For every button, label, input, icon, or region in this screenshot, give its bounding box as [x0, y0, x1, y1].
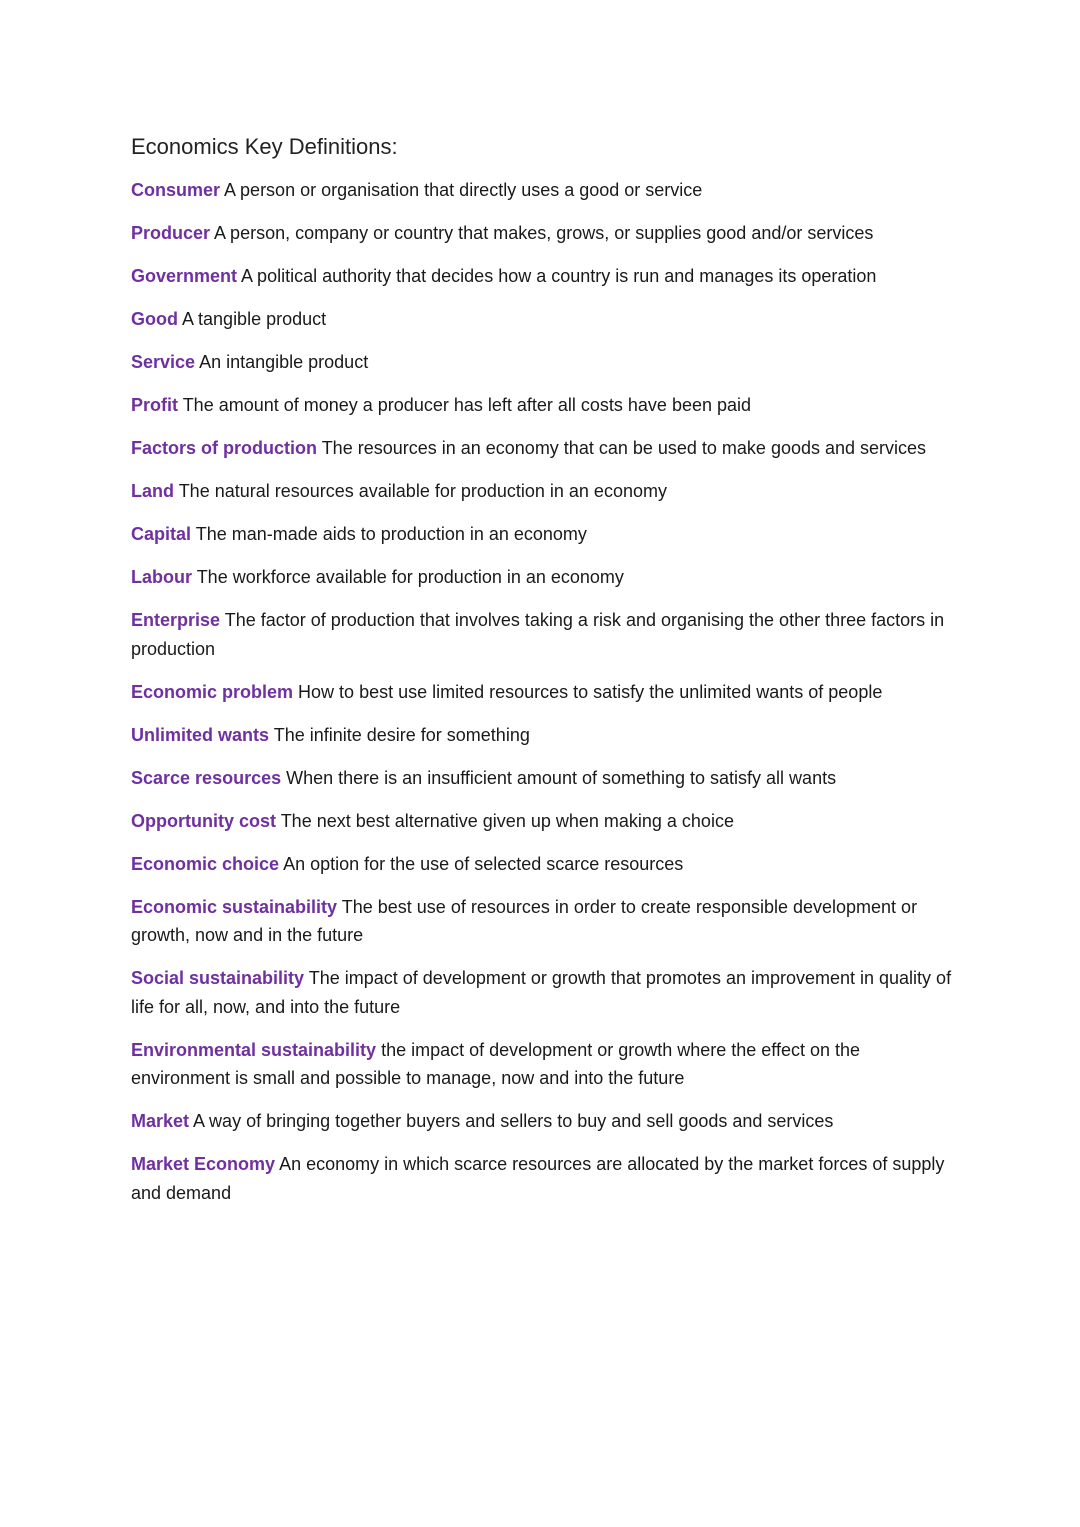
definition-enterprise: [131, 606, 961, 663]
definition-text: An intangible product: [199, 352, 369, 372]
definition-economic-problem: [131, 678, 961, 707]
definition-consumer: [131, 176, 961, 205]
definition-text: The best use of resources in order to create responsible development or growth, now and in the future: [131, 896, 918, 945]
definition-producer: [131, 219, 961, 248]
definition-text: The next best alternative given up when making a choice: [280, 810, 734, 831]
definition-economic-sustainability: [131, 893, 961, 950]
definition-text: A tangible product: [182, 309, 327, 329]
term-label: Market: [131, 1111, 190, 1131]
definition-good: [131, 305, 961, 334]
definition-text: A person, company or country that makes, grows, or supplies good and/or services: [214, 223, 874, 243]
term-label: Consumer: [131, 180, 221, 200]
definition-factors-of-production: [131, 434, 961, 463]
definition-text: The impact of development or growth that promotes an improvement in quality of life for all, now, and into the future: [131, 968, 952, 1017]
definition-text: The factor of production that involves taking a risk and organising the other three factors in production: [131, 610, 945, 659]
definition-text: An option for the use of selected scarce resources: [283, 853, 684, 874]
definition-unlimited-wants: [131, 721, 961, 750]
definition-text: How to best use limited resources to satisfy the unlimited wants of people: [298, 681, 883, 702]
term-label: Government: [131, 266, 238, 286]
term-label: Environmental sustainability: [131, 1039, 377, 1060]
definition-text: The workforce available for production in an economy: [196, 567, 624, 587]
term-label: Scarce resources: [131, 767, 282, 788]
term-label: Economic problem: [131, 681, 294, 702]
term-label: Economic choice: [131, 853, 280, 874]
definition-text: An economy in which scarce resources are allocated by the market forces of supply and demand: [131, 1154, 945, 1203]
definition-text: The natural resources available for production in an economy: [178, 481, 667, 501]
definition-scarce-resources: [131, 764, 961, 793]
term-label: Capital: [131, 524, 192, 544]
definition-land: [131, 477, 961, 506]
term-label: Opportunity cost: [131, 810, 276, 831]
definition-text: A way of bringing together buyers and sellers to buy and sell goods and services: [193, 1111, 834, 1131]
definition-text: The man-made aids to production in an economy: [195, 524, 587, 544]
definition-text: the impact of development or growth where the effect on the environment is small and possible to manage, now and into the future: [131, 1039, 861, 1088]
term-label: Producer: [131, 223, 211, 243]
definition-text: The amount of money a producer has left after all costs have been paid: [182, 395, 752, 415]
term-label: Economic sustainability: [131, 896, 338, 917]
definition-social-sustainability: [131, 964, 961, 1021]
definition-labour: [131, 563, 961, 592]
definition-environmental-sustainability: [131, 1036, 961, 1093]
term-label: Unlimited wants: [131, 724, 270, 745]
definition-government: [131, 262, 961, 291]
definition-text: A person or organisation that directly uses a good or service: [224, 180, 703, 200]
definition-service: [131, 348, 961, 377]
term-label: Service: [131, 352, 196, 372]
term-label: Market Economy: [131, 1154, 276, 1174]
definition-text: A political authority that decides how a country is run and manages its operation: [241, 266, 877, 286]
term-label: Social sustainability: [131, 968, 305, 988]
term-label: Labour: [131, 567, 192, 587]
page-title: Economics Key Definitions:: [131, 134, 398, 159]
definition-economic-choice: [131, 850, 961, 879]
term-label: Good: [131, 309, 178, 329]
definition-text: The resources in an economy that can be used to make goods and services: [321, 438, 927, 458]
definition-profit: [131, 391, 961, 420]
definition-text: When there is an insufficient amount of something to satisfy all wants: [286, 767, 837, 788]
term-label: Factors of production: [131, 438, 317, 458]
definition-capital: [131, 520, 961, 549]
definition-market-economy: [131, 1150, 961, 1207]
term-label: Land: [131, 481, 174, 501]
term-label: Profit: [131, 395, 178, 415]
document-page: [131, 132, 961, 1222]
definition-text: The infinite desire for something: [273, 724, 530, 745]
definition-market: [131, 1107, 961, 1136]
definition-opportunity-cost: [131, 807, 961, 836]
term-label: Enterprise: [131, 610, 221, 630]
